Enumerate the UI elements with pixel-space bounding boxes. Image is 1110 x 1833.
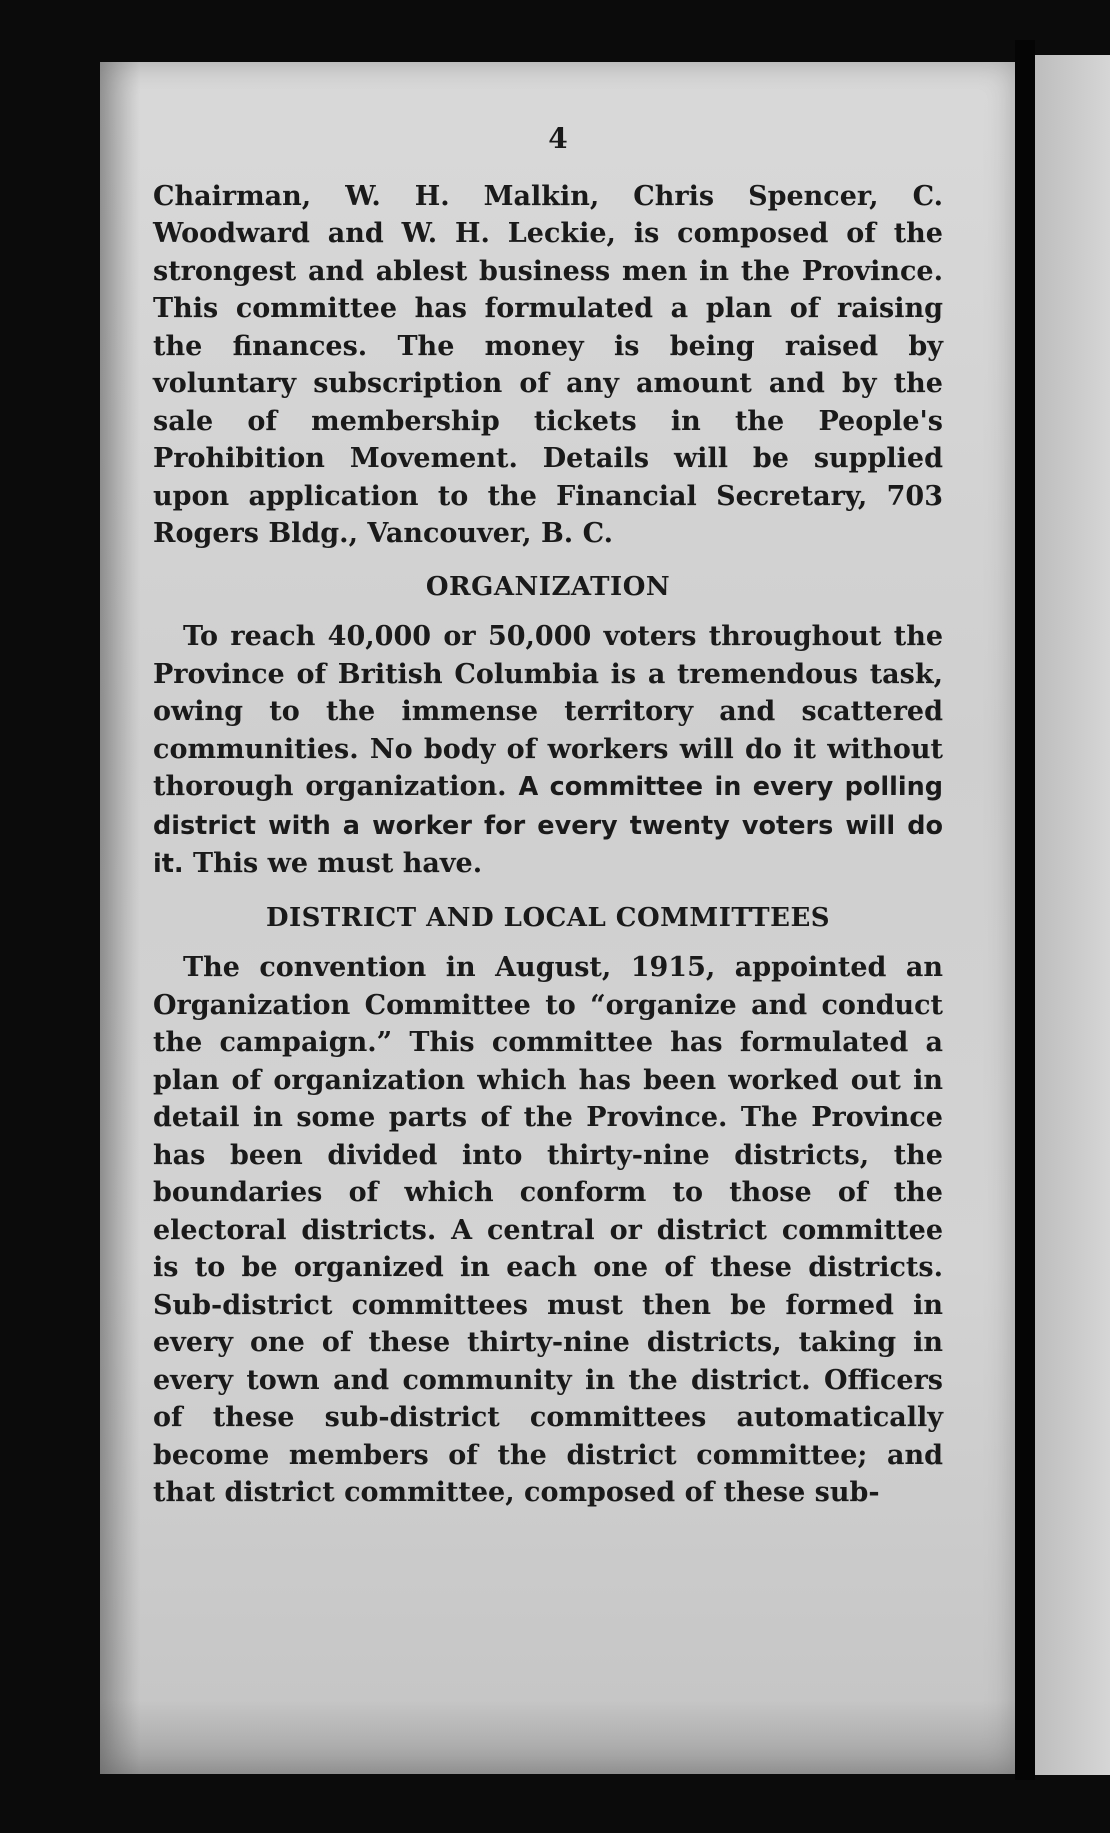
organization-paragraph [153,618,943,884]
district-committees-heading: DISTRICT AND LOCAL COMMITTEES [265,902,831,933]
page-shadow [100,62,140,1774]
page-number: 4 [548,122,568,155]
organization-text-before: To reach 40,000 or 50,000 voters throughout the Province of British Columbia is a tremendous task, owing to the immense territory and scattered communities. No body of workers will do it without thorough organization. [153,621,943,802]
page-text [153,120,943,1512]
organization-heading: ORGANIZATION [425,571,671,602]
intro-paragraph: Chairman, W. H. Malkin, Chris Spencer, C. Woodward and W. H. Leckie, is composed of the strongest and ablest business men in the Province. This committee has formulated a plan of raising the finances. The money is being raised by voluntary subscription of any amount and by the sale of membership tickets in the People's Prohibition Movement. Details will be supplied upon application to the Financial Secretary, 703 Rogers Bldg., Vancouver, B. C. [153,180,943,549]
page-smudge [100,1700,1015,1774]
organization-emphasis: A committee in every polling district with a worker for every twenty voters will do it. [153,772,943,879]
district-committees-paragraph: The convention in August, 1915, appointed an Organization Committee to “organize and conduct the campaign.” This committee has formulated a plan of organization which has been worked out in detail in some parts of the Province. The Province has been divided into thirty-nine districts, the boundaries of which conform to those of the electoral districts. A central or district committee is to be organized in each one of these districts. Sub-district committees must then be formed in every one of these thirty-nine districts, taking in every town and community in the district. Officers of these sub-district committees automatically become members of the district committee; and that district committee, composed of these sub- [153,952,943,1508]
organization-text-after: This we must have. [183,848,483,879]
book-spine [1015,40,1035,1780]
facing-page-edge [1035,55,1110,1775]
